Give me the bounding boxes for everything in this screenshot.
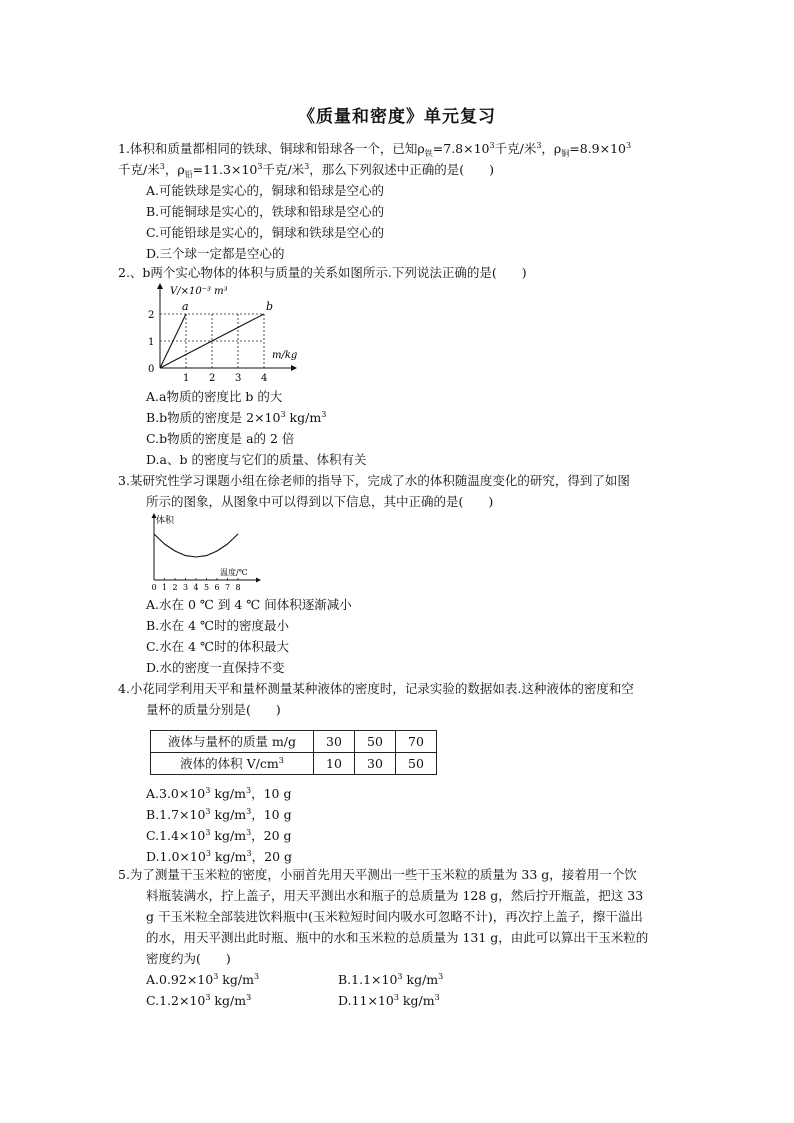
question-5-stem-line3: g 干玉米粒全部装进饮料瓶中(玉米粒短时间内吸水可忽略不计)，再次拧上盖子，擦干溢出 bbox=[146, 909, 643, 924]
water-volume-chart bbox=[146, 512, 266, 594]
chart2-x-tick: 1 bbox=[183, 373, 190, 382]
chart3-ylabel: 体积 bbox=[156, 516, 175, 526]
question-1-option-b: B.可能铜球是实心的，铁球和铅球是空心的 bbox=[146, 204, 385, 219]
question-4 bbox=[118, 678, 698, 867]
question-2-options bbox=[118, 386, 698, 470]
chart3-x-tick: 7 bbox=[225, 583, 231, 592]
question-3-option-b: B.水在 4 ℃时的密度最小 bbox=[146, 618, 290, 633]
question-1-option-d: D.三个球一定都是空心的 bbox=[146, 246, 285, 261]
table-cell: 液体与量杯的质量 m/g bbox=[151, 731, 314, 753]
volume-mass-chart bbox=[140, 282, 310, 382]
question-2-option-d: D.a、b 的密度与它们的质量、体积有关 bbox=[146, 452, 367, 467]
question-5-options-row2 bbox=[118, 990, 698, 1011]
question-3-option-c: C.水在 4 ℃时的体积最大 bbox=[146, 639, 289, 654]
table-cell: 液体的体积 $V/cm^3$ bbox=[151, 753, 314, 775]
chart3-x-tick: 3 bbox=[183, 583, 189, 592]
question-5-options-row1 bbox=[118, 969, 698, 990]
table-cell: 70 bbox=[396, 731, 437, 753]
table-cell: 50 bbox=[355, 731, 396, 753]
chart2-y-tick: 2 bbox=[148, 310, 155, 321]
chart2-y-tick: 0 bbox=[148, 364, 155, 375]
chart3-x-tick: 2 bbox=[172, 583, 178, 592]
chart3-x-tick: 5 bbox=[204, 583, 210, 592]
chart2-y-tick: 1 bbox=[148, 337, 155, 348]
question-5-option-a: $A.0.92\times 10^3$ $kg/m^3$ bbox=[146, 972, 260, 987]
question-2-option-b: B.b物质的密度是 $2\times 10^3$ $kg/m^3$ bbox=[146, 410, 327, 425]
question-2-stem: 2.、b两个实心物体的体积与质量的关系如图所示.下列说法正确的是( ) bbox=[118, 265, 527, 280]
question-4-option-d: $D.1.0\times 10^3$ $kg/m^3$，20 g bbox=[146, 849, 293, 864]
question-4-option-c: $C.1.4\times 10^3$ $kg/m^3$，20 g bbox=[146, 828, 292, 843]
question-3-stem: 3.某研究性学习课题小组在徐老师的指导下，完成了水的体积随温度变化的研究，得到了如图 bbox=[118, 473, 630, 488]
question-5 bbox=[118, 864, 698, 1011]
question-3-stem-line2: 所示的图象，从图象中可以得到以下信息，其中正确的是( ) bbox=[146, 494, 494, 509]
question-5-option-c: $C.1.2\times 10^3$ $kg/m^3$ bbox=[146, 993, 252, 1008]
data-table bbox=[150, 730, 437, 775]
question-1-option-c: C.可能铅球是实心的，铜球和铁球是空心的 bbox=[146, 225, 385, 240]
page-title: 《质量和密度》单元复习 bbox=[298, 107, 496, 127]
question-4-option-b: $B.1.7\times 10^3$ $kg/m^3$，10 g bbox=[146, 807, 292, 822]
chart2-ylabel: V/×10⁻³ m³ bbox=[170, 286, 228, 297]
chart3-x-tick: 6 bbox=[214, 583, 220, 592]
question-2 bbox=[118, 262, 698, 283]
question-4-stem-line2: 量杯的质量分别是( ) bbox=[146, 702, 281, 717]
question-1-stem-line2: 千克/米$^3$，$\rho_铅=11.3\times 10^3$千克/米$^3$，那么下列叙述中正确的是( ) bbox=[118, 162, 495, 179]
chart3-x-tick: 0 bbox=[151, 583, 157, 592]
question-5-stem-line4: 的水，用天平测出此时瓶、瓶中的水和玉米粒的总质量为 131 g，由此可以算出干玉米粒的 bbox=[146, 930, 649, 945]
question-5-option-b: $B.1.1\times 10^3$ $kg/m^3$ bbox=[338, 972, 444, 987]
question-5-stem-line5: 密度约为( ) bbox=[146, 951, 231, 966]
chart3-xlabel: 温度/℃ bbox=[220, 568, 248, 577]
chart2-x-tick: 3 bbox=[235, 373, 242, 382]
chart2-series-a-label: a bbox=[182, 300, 189, 313]
chart2-series-b-label: b bbox=[266, 300, 274, 313]
table-row bbox=[151, 753, 437, 775]
table-cell: 30 bbox=[355, 753, 396, 775]
question-3-options bbox=[118, 594, 698, 678]
table-cell: 10 bbox=[314, 753, 355, 775]
chart3-x-tick: 1 bbox=[162, 583, 168, 592]
question-2-option-c: C.b物质的密度是 a的 2 倍 bbox=[146, 431, 295, 446]
question-2-option-a: A.a物质的密度比 b 的大 bbox=[146, 389, 283, 404]
chart2-x-tick: 4 bbox=[261, 373, 268, 382]
question-1-option-a: A.可能铁球是实心的，铜球和铅球是空心的 bbox=[146, 183, 385, 198]
table-cell: 50 bbox=[396, 753, 437, 775]
chart3-curve bbox=[154, 534, 238, 557]
question-1-stem: 1.体积和质量都相同的铁球、铜球和铅球各一个，已知$\rho_铁=7.8\times 10^3$千克/米$^3$，$\rho_铜=8.9\times 10^3$ bbox=[118, 141, 632, 158]
chart2-xlabel: m/kg bbox=[272, 350, 298, 361]
question-5-stem-line2: 料瓶装满水，拧上盖子，用天平测出水和瓶子的总质量为 128 g，然后拧开瓶盖，把这 33 bbox=[146, 888, 644, 903]
question-3-option-a: A.水在 0 ℃ 到 4 ℃ 间体积逐渐减小 bbox=[146, 597, 352, 612]
table-cell: 30 bbox=[314, 731, 355, 753]
chart3-x-tick: 4 bbox=[193, 583, 199, 592]
chart3-x-tick: 8 bbox=[235, 583, 241, 592]
question-3-option-d: D.水的密度一直保持不变 bbox=[146, 660, 285, 675]
question-4-stem: 4.小花同学利用天平和量杯测量某种液体的密度时，记录实验的数据如表.这种液体的密度和空 bbox=[118, 681, 634, 696]
question-5-option-d: $D.11\times 10^3$ $kg/m^3$ bbox=[338, 993, 440, 1008]
question-3 bbox=[118, 470, 698, 512]
question-4-option-a: $A.3.0\times 10^3$ $kg/m^3$，10 g bbox=[146, 786, 292, 801]
chart2-x-tick: 2 bbox=[209, 373, 216, 382]
table-row bbox=[151, 731, 437, 753]
chart2-series-a-line bbox=[160, 314, 186, 368]
question-1 bbox=[118, 138, 698, 264]
question-5-stem: 5.为了测量干玉米粒的密度，小丽首先用天平测出一些干玉米粒的质量为 33 g，接着用一个饮 bbox=[118, 867, 637, 882]
